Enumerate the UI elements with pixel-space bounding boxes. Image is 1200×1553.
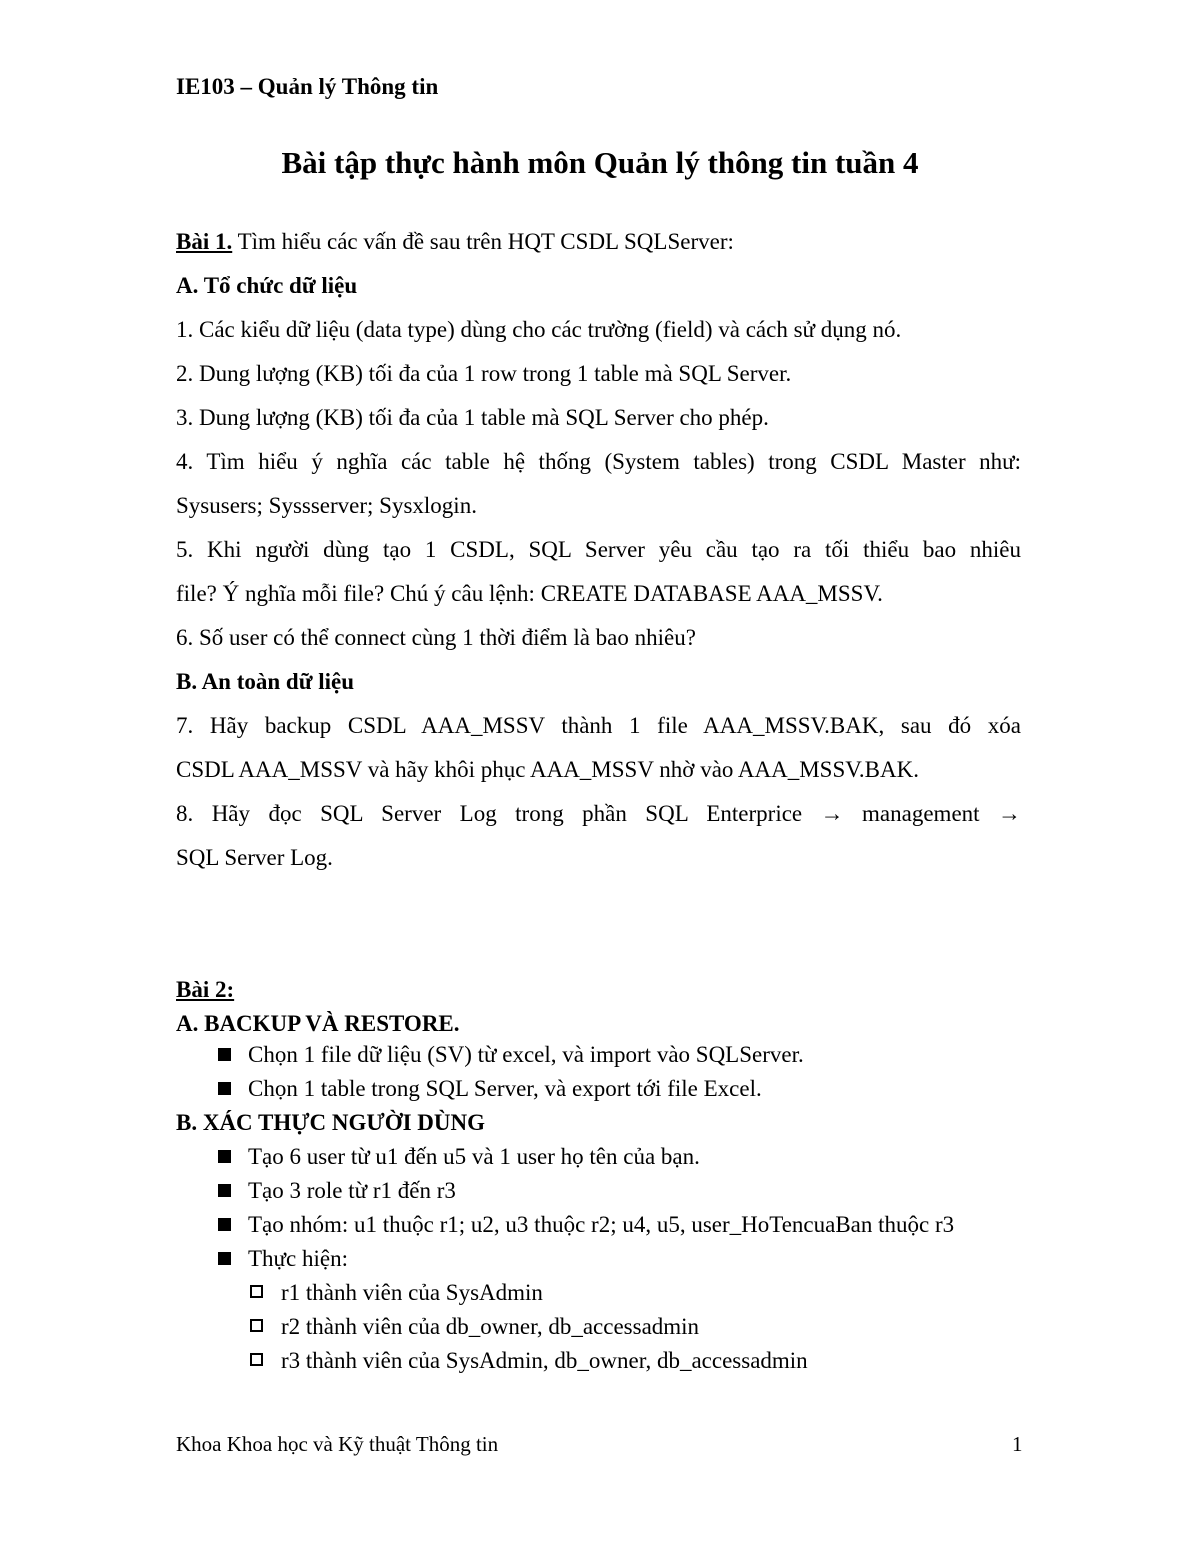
list-item: 6. Số user có thể connect cùng 1 thời điểm là bao nhiêu? [176,625,696,650]
list-item: 1. Các kiểu dữ liệu (data type) dùng cho các trường (field) và cách sử dụng nó. [176,317,902,342]
bullet-item: Tạo 3 role từ r1 đến r3 [248,1178,456,1203]
exercise-1-label: Bài 1. [176,229,233,254]
list-item: 7. Hãy backup CSDL AAA_MSSV thành 1 file AAA_MSSV.BAK, sau đó xóa [176,713,1021,738]
checkbox-bullet-icon [250,1319,263,1332]
exercise-1-heading [176,228,734,256]
backup-restore-heading: A. BACKUP VÀ RESTORE. [176,1011,460,1036]
list-item-continuation: SQL Server Log. [176,845,333,870]
sub-item: r3 thành viên của SysAdmin, db_owner, db_accessadmin [281,1348,808,1373]
square-bullet-icon [218,1184,231,1197]
list-item-continuation: file? Ý nghĩa mỗi file? Chú ý câu lệnh: CREATE DATABASE AAA_MSSV. [176,581,883,606]
square-bullet-icon [218,1218,231,1231]
list-item: 3. Dung lượng (KB) tối đa của 1 table mà SQL Server cho phép. [176,405,769,430]
footer-faculty: Khoa Khoa học và Kỹ thuật Thông tin [176,1432,499,1456]
checkbox-bullet-icon [250,1285,263,1298]
list-item: 4. Tìm hiểu ý nghĩa các table hệ thống (System tables) trong CSDL Master như: [176,449,1021,474]
square-bullet-icon [218,1252,231,1265]
page-title: Bài tập thực hành môn Quản lý thông tin tuần 4 [281,145,919,180]
bullet-item: Tạo 6 user từ u1 đến u5 và 1 user họ tên của bạn. [248,1144,700,1169]
list-item: 2. Dung lượng (KB) tối đa của 1 row trong 1 table mà SQL Server. [176,361,792,386]
list-item: 8. Hãy đọc SQL Server Log trong phần SQL Enterprice → management → [176,801,1021,826]
section-b-heading: B. An toàn dữ liệu [176,669,355,694]
exercise-1-intro: Tìm hiểu các vấn đề sau trên HQT CSDL SQLServer: [232,229,734,254]
user-authentication-heading: B. XÁC THỰC NGƯỜI DÙNG [176,1110,486,1135]
list-item-continuation: CSDL AAA_MSSV và hãy khôi phục AAA_MSSV nhờ vào AAA_MSSV.BAK. [176,757,919,782]
square-bullet-icon [218,1082,231,1095]
bullet-item: Thực hiện: [248,1246,348,1271]
bullet-item: Chọn 1 table trong SQL Server, và export tới file Excel. [248,1076,762,1101]
exercise-2-label: Bài 2: [176,977,235,1002]
course-header: IE103 – Quản lý Thông tin [176,74,439,99]
sub-item: r2 thành viên của db_owner, db_accessadmin [281,1314,700,1339]
page-number: 1 [1012,1432,1023,1456]
sub-item: r1 thành viên của SysAdmin [281,1280,543,1305]
list-item-continuation: Sysusers; Syssserver; Sysxlogin. [176,493,477,518]
bullet-item: Chọn 1 file dữ liệu (SV) từ excel, và import vào SQLServer. [248,1042,804,1067]
checkbox-bullet-icon [250,1353,263,1366]
list-item: 5. Khi người dùng tạo 1 CSDL, SQL Server yêu cầu tạo ra tối thiểu bao nhiêu [176,537,1021,562]
bullet-item: Tạo nhóm: u1 thuộc r1; u2, u3 thuộc r2; u4, u5, user_HoTencuaBan thuộc r3 [248,1212,955,1237]
square-bullet-icon [218,1150,231,1163]
square-bullet-icon [218,1048,231,1061]
section-a-heading: A. Tổ chức dữ liệu [176,273,358,298]
